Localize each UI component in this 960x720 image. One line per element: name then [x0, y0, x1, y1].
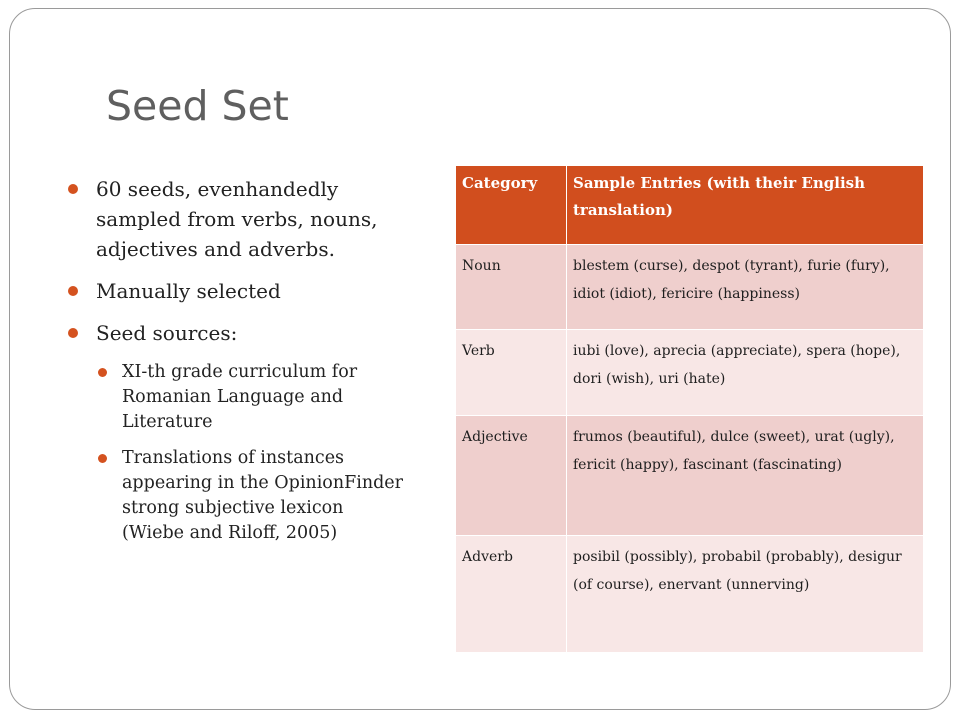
table-cell-entries: blestem (curse), despot (tyrant), furie (fury), idiot (idiot), fericire (happiness) [567, 244, 924, 329]
table-row [456, 329, 923, 415]
bullet-item [66, 318, 406, 348]
table-cell-category: Adjective [456, 415, 567, 535]
bullet-text: 60 seeds, evenhandedly sampled from verbs, nouns, adjectives and adverbs. [96, 177, 378, 261]
slide-title: Seed Set [106, 82, 289, 130]
bullet-text: Seed sources: [96, 321, 238, 345]
sub-bullet-text: XI-th grade curriculum for Romanian Language and Literature [122, 362, 358, 432]
bullet-text: Manually selected [96, 279, 281, 303]
sub-bullet-item [96, 360, 406, 435]
bullet-dot-icon [68, 184, 78, 194]
table-row [456, 535, 923, 652]
bullet-dot-icon [68, 328, 78, 338]
sub-bullet-list [96, 360, 406, 546]
table-cell-entries: iubi (love), aprecia (appreciate), spera (hope), dori (wish), uri (hate) [567, 329, 924, 415]
table-row [456, 415, 923, 535]
table-cell-category: Adverb [456, 535, 567, 652]
bullet-item [66, 276, 406, 306]
bullet-item [66, 174, 406, 264]
table-header-category: Category [456, 166, 567, 244]
bullet-list [66, 174, 406, 557]
sub-bullet-text: Translations of instances appearing in the OpinionFinder strong subjective lexicon (Wiebe and Riloff, 2005) [122, 448, 404, 543]
bullet-dot-icon [68, 286, 78, 296]
table-cell-category: Verb [456, 329, 567, 415]
table-header-entries: Sample Entries (with their English translation) [567, 166, 924, 244]
seed-table [456, 166, 923, 652]
bullet-dot-icon [98, 368, 107, 377]
table-cell-entries: frumos (beautiful), dulce (sweet), urat (ugly), fericit (happy), fascinant (fascinating) [567, 415, 924, 535]
table-row [456, 244, 923, 329]
table-cell-category: Noun [456, 244, 567, 329]
bullet-dot-icon [98, 454, 107, 463]
table-header-row [456, 166, 923, 244]
table-cell-entries: posibil (possibly), probabil (probably), desigur (of course), enervant (unnerving) [567, 535, 924, 652]
sub-bullet-item [96, 446, 406, 546]
